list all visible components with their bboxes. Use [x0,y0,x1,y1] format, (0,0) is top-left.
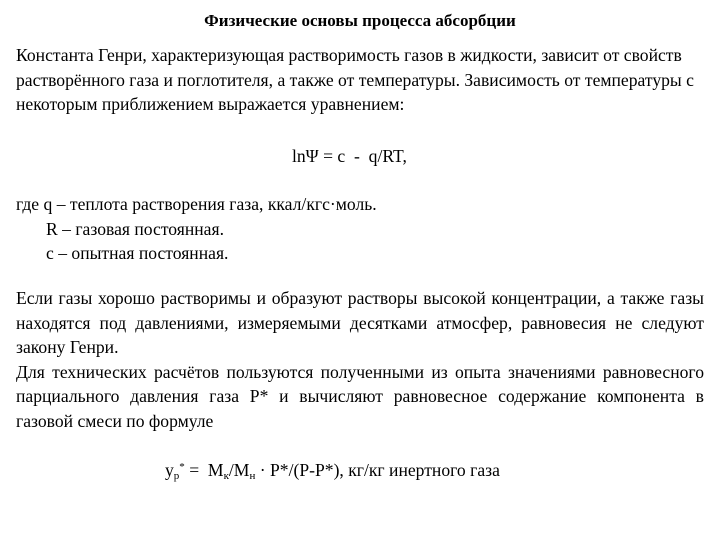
page-title: Физические основы процесса абсорбции [204,11,516,30]
formula-y: y [165,460,174,480]
formula-slash-m: /M [228,460,250,480]
formula-rest: · P*/(P-P*), кг/кг инертного газа [255,460,500,480]
equilibrium-content-formula [165,455,500,488]
definition-q: где q – теплота растворения газа, ккал/кгс·моль. [16,194,377,214]
definitions-block [16,192,704,266]
temperature-equation: lnΨ = c - q/RT, [292,146,407,166]
formula-equals-m: = M [184,460,224,480]
definition-r: R – газовая постоянная. [46,218,224,239]
definition-c: c – опытная постоянная. [46,243,229,263]
formula-y-superscript: * [179,461,185,473]
formula-mk-subscript: к [223,470,229,482]
formula-mn-subscript: н [249,470,256,482]
formula-y-subscript: p [173,470,180,482]
non-henry-paragraph: Если газы хорошо растворимы и образуют растворы высокой концентрации, а также газы находятся под давлениями, измеряемыми десятками атмосфер, равновесия не следуют закону Генри. [16,288,704,357]
henry-constant-paragraph: Константа Генри, характеризующая растворимость газов в жидкости, зависит от свойств растворённого газа и поглотителя, а также от температуры. Зависимость от температуры с некоторым приближением выражается уравнением: [16,45,694,114]
henry-law-deviation-block [16,286,704,433]
technical-calc-paragraph: Для технических расчётов пользуются полученными из опыта значениями равновесного парциального давления газа P* и вычисляют равновесное содержание компонента в газовой смеси по формуле [16,361,704,431]
